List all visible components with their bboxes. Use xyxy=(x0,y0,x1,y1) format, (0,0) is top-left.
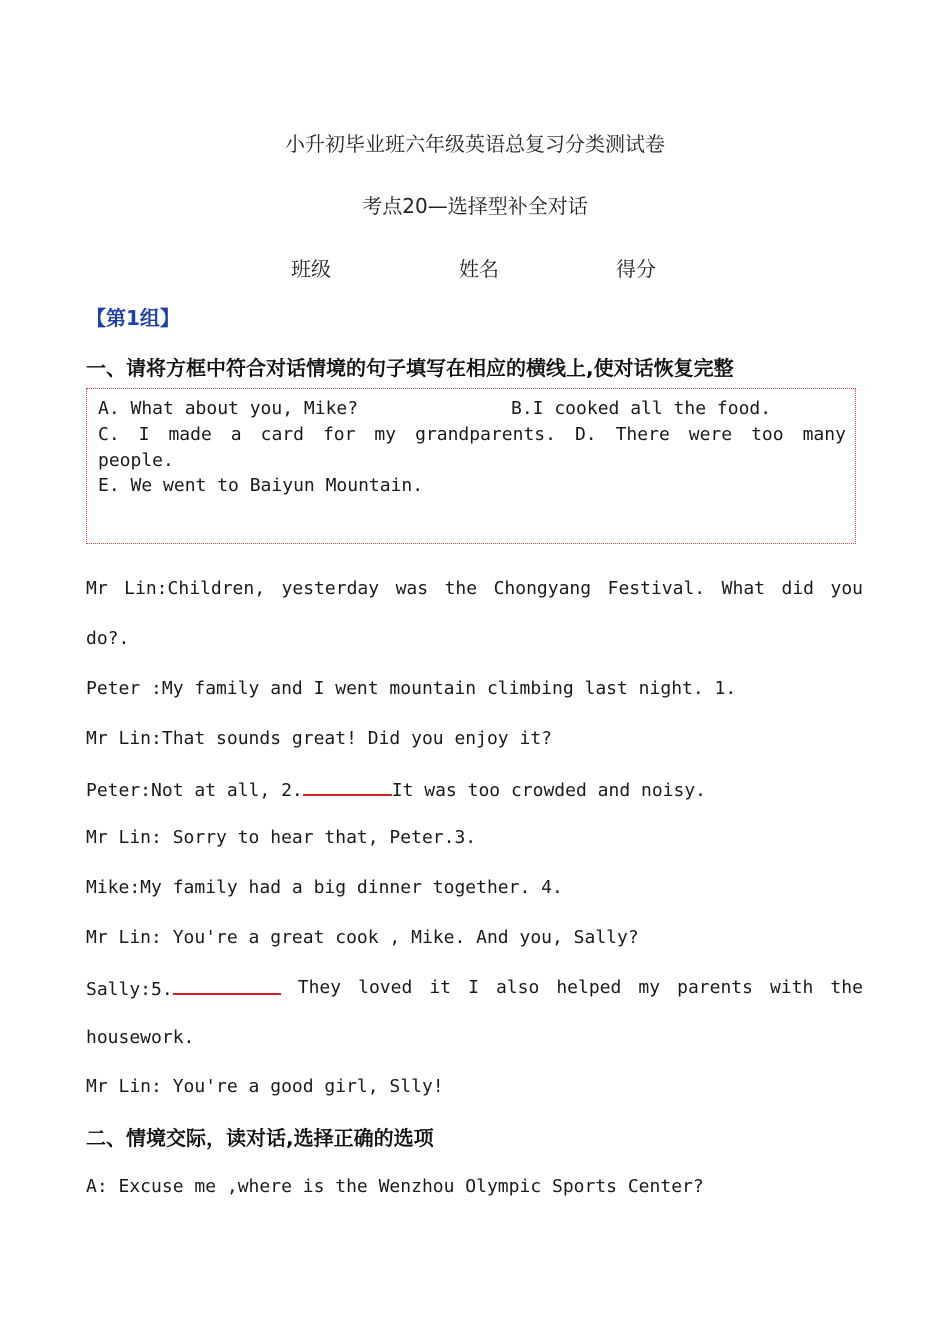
options-box xyxy=(86,388,856,544)
dialogue-line-3: Mr Lin:That sounds great! Did you enjoy it? xyxy=(86,728,552,749)
dialogue-text xyxy=(86,977,281,1000)
option-word: made xyxy=(168,424,212,445)
dialogue-word: What xyxy=(721,578,765,599)
dialogue-line-8 xyxy=(86,977,863,1000)
dialogue-word: Chongyang xyxy=(493,578,592,599)
option-word: I xyxy=(138,424,150,445)
dialogue-text: Peter:Not at all, 2. xyxy=(86,780,303,801)
dialogue-line-2: Peter :My family and I went mountain climbing last night. 1. xyxy=(86,678,737,699)
dialogue-word: with xyxy=(770,977,814,998)
dialogue-word: also xyxy=(495,977,540,998)
dialogue-word: it xyxy=(429,977,452,998)
score-label: 得分 xyxy=(616,257,656,281)
dialogue-line-8-continuation: housework. xyxy=(86,1027,195,1048)
dialogue-word: did xyxy=(781,578,814,599)
name-label: 姓名 xyxy=(459,257,499,281)
option-c-d-line xyxy=(98,424,846,445)
section1-heading: 一、请将方框中符合对话情境的句子填写在相应的横线上,使对话恢复完整 xyxy=(86,356,734,380)
answer-blank-5[interactable] xyxy=(173,977,281,995)
dialogue-line-6: Mike:My family had a big dinner together. 4. xyxy=(86,877,563,898)
section2-line-1: A: Excuse me ,where is the Wenzhou Olympic Sports Center? xyxy=(86,1176,704,1197)
option-a: A. What about you, Mike? xyxy=(98,398,359,419)
dialogue-word: They xyxy=(297,977,342,998)
option-word: grandparents. xyxy=(415,424,556,445)
dialogue-word: Mr xyxy=(86,578,108,599)
option-word: D. xyxy=(574,424,597,445)
option-word: a xyxy=(230,424,242,445)
page-subtitle: 考点20—选择型补全对话 xyxy=(362,194,588,218)
option-word: C. xyxy=(98,424,120,445)
dialogue-word: my xyxy=(638,977,661,998)
dialogue-text: Sally:5. xyxy=(86,979,173,1000)
option-d-continuation: people. xyxy=(98,450,174,471)
option-word: card xyxy=(260,424,304,445)
dialogue-word: you xyxy=(830,578,863,599)
option-word: many xyxy=(802,424,846,445)
class-label: 班级 xyxy=(291,257,331,281)
dialogue-line-4 xyxy=(86,778,706,801)
dialogue-word: the xyxy=(830,977,863,998)
option-e: E. We went to Baiyun Mountain. xyxy=(98,475,424,496)
dialogue-line-9: Mr Lin: You're a good girl, Slly! xyxy=(86,1076,444,1097)
dialogue-line-7: Mr Lin: You're a great cook , Mike. And you, Sally? xyxy=(86,927,639,948)
option-word: my xyxy=(374,424,397,445)
student-info-row xyxy=(0,253,950,283)
dialogue-word: I xyxy=(468,977,479,998)
dialogue-word: yesterday xyxy=(281,578,380,599)
dialogue-word: loved xyxy=(358,977,413,998)
page-title: 小升初毕业班六年级英语总复习分类测试卷 xyxy=(285,132,665,156)
answer-blank-2[interactable] xyxy=(303,778,392,796)
option-word: for xyxy=(322,424,356,445)
group-label: 【第1组】 xyxy=(86,306,180,330)
dialogue-word: Festival. xyxy=(607,578,706,599)
option-b: B.I cooked all the food. xyxy=(511,398,772,419)
dialogue-line-1 xyxy=(86,578,863,599)
dialogue-word: Lin:Children, xyxy=(124,578,266,599)
dialogue-text: It was too crowded and noisy. xyxy=(391,780,707,801)
option-word: were xyxy=(688,424,733,445)
option-word: There xyxy=(615,424,670,445)
dialogue-word: the xyxy=(444,578,478,599)
dialogue-word: helped xyxy=(556,977,622,998)
section2-heading: 二、情境交际，读对话,选择正确的选项 xyxy=(86,1126,434,1150)
option-word: too xyxy=(751,424,784,445)
dialogue-word: was xyxy=(395,578,429,599)
dialogue-word: parents xyxy=(677,977,753,998)
dialogue-line-1-continuation: do?. xyxy=(86,628,130,649)
dialogue-line-5: Mr Lin: Sorry to hear that, Peter.3. xyxy=(86,827,477,848)
